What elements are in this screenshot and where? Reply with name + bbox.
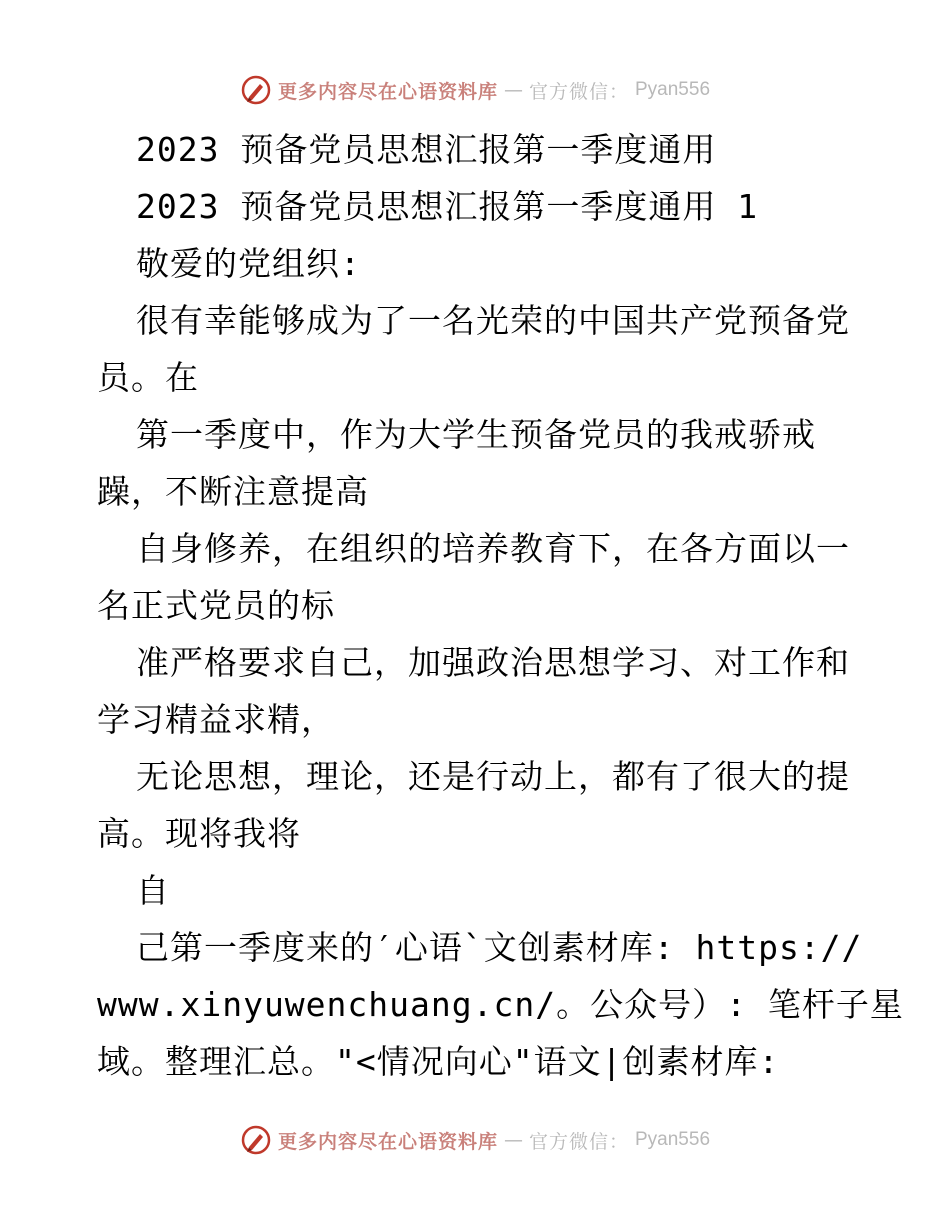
banner-wechat-label: 官方微信： — [528, 80, 629, 103]
banner-wechat-id: Pyan556 — [635, 79, 711, 100]
banner-wechat-label: 官方微信： — [528, 1130, 629, 1153]
doc-paragraph-line: 学习精益求精， — [97, 700, 335, 739]
doc-paragraph-line: 无论思想，理论，还是行动上，都有了很大的提 — [136, 757, 850, 796]
banner-wechat-id: Pyan556 — [635, 1129, 711, 1150]
doc-paragraph-line: 自身修养，在组织的培养教育下，在各方面以一 — [136, 529, 850, 568]
banner-separator: — — [503, 1129, 523, 1151]
doc-salutation: 敬爱的党组织: — [136, 244, 361, 283]
doc-paragraph-line: 准严格要求自己，加强政治思想学习、对工作和 — [136, 643, 850, 682]
doc-paragraph-line: 自 — [136, 871, 170, 910]
doc-subtitle-line: 2023 预备党员思想汇报第一季度通用 1 — [136, 187, 759, 226]
doc-title-line: 2023 预备党员思想汇报第一季度通用 — [136, 130, 717, 169]
doc-paragraph-line: 己第一季度来的′心语`文创素材库: https:// — [136, 928, 863, 967]
doc-paragraph-line: 很有幸能够成为了一名光荣的中国共产党预备党 — [136, 301, 850, 340]
doc-paragraph-line: 躁，不断注意提高 — [97, 472, 369, 511]
banner-main-text: 更多内容尽在心语资料库 — [277, 80, 498, 103]
header-watermark-banner — [0, 70, 950, 110]
footer-watermark-banner — [0, 1120, 950, 1160]
banner-main-text: 更多内容尽在心语资料库 — [277, 1130, 498, 1153]
doc-paragraph-line: 员。在 — [97, 358, 199, 397]
doc-paragraph-line: 第一季度中，作为大学生预备党员的我戒骄戒 — [136, 415, 816, 454]
document-body — [97, 121, 904, 1090]
doc-paragraph-line: 高。现将我将 — [97, 814, 301, 853]
banner-separator: — — [503, 79, 523, 101]
doc-paragraph-line: www.xinyuwenchuang.cn/。公众号）: 笔杆子星 — [97, 985, 904, 1024]
pen-logo-icon — [240, 74, 272, 106]
pen-logo-icon — [240, 1124, 272, 1156]
doc-paragraph-line: 域。整理汇总。"<情况向心"语文|创素材库: — [97, 1042, 780, 1081]
doc-paragraph-line: 名正式党员的标 — [97, 586, 335, 625]
